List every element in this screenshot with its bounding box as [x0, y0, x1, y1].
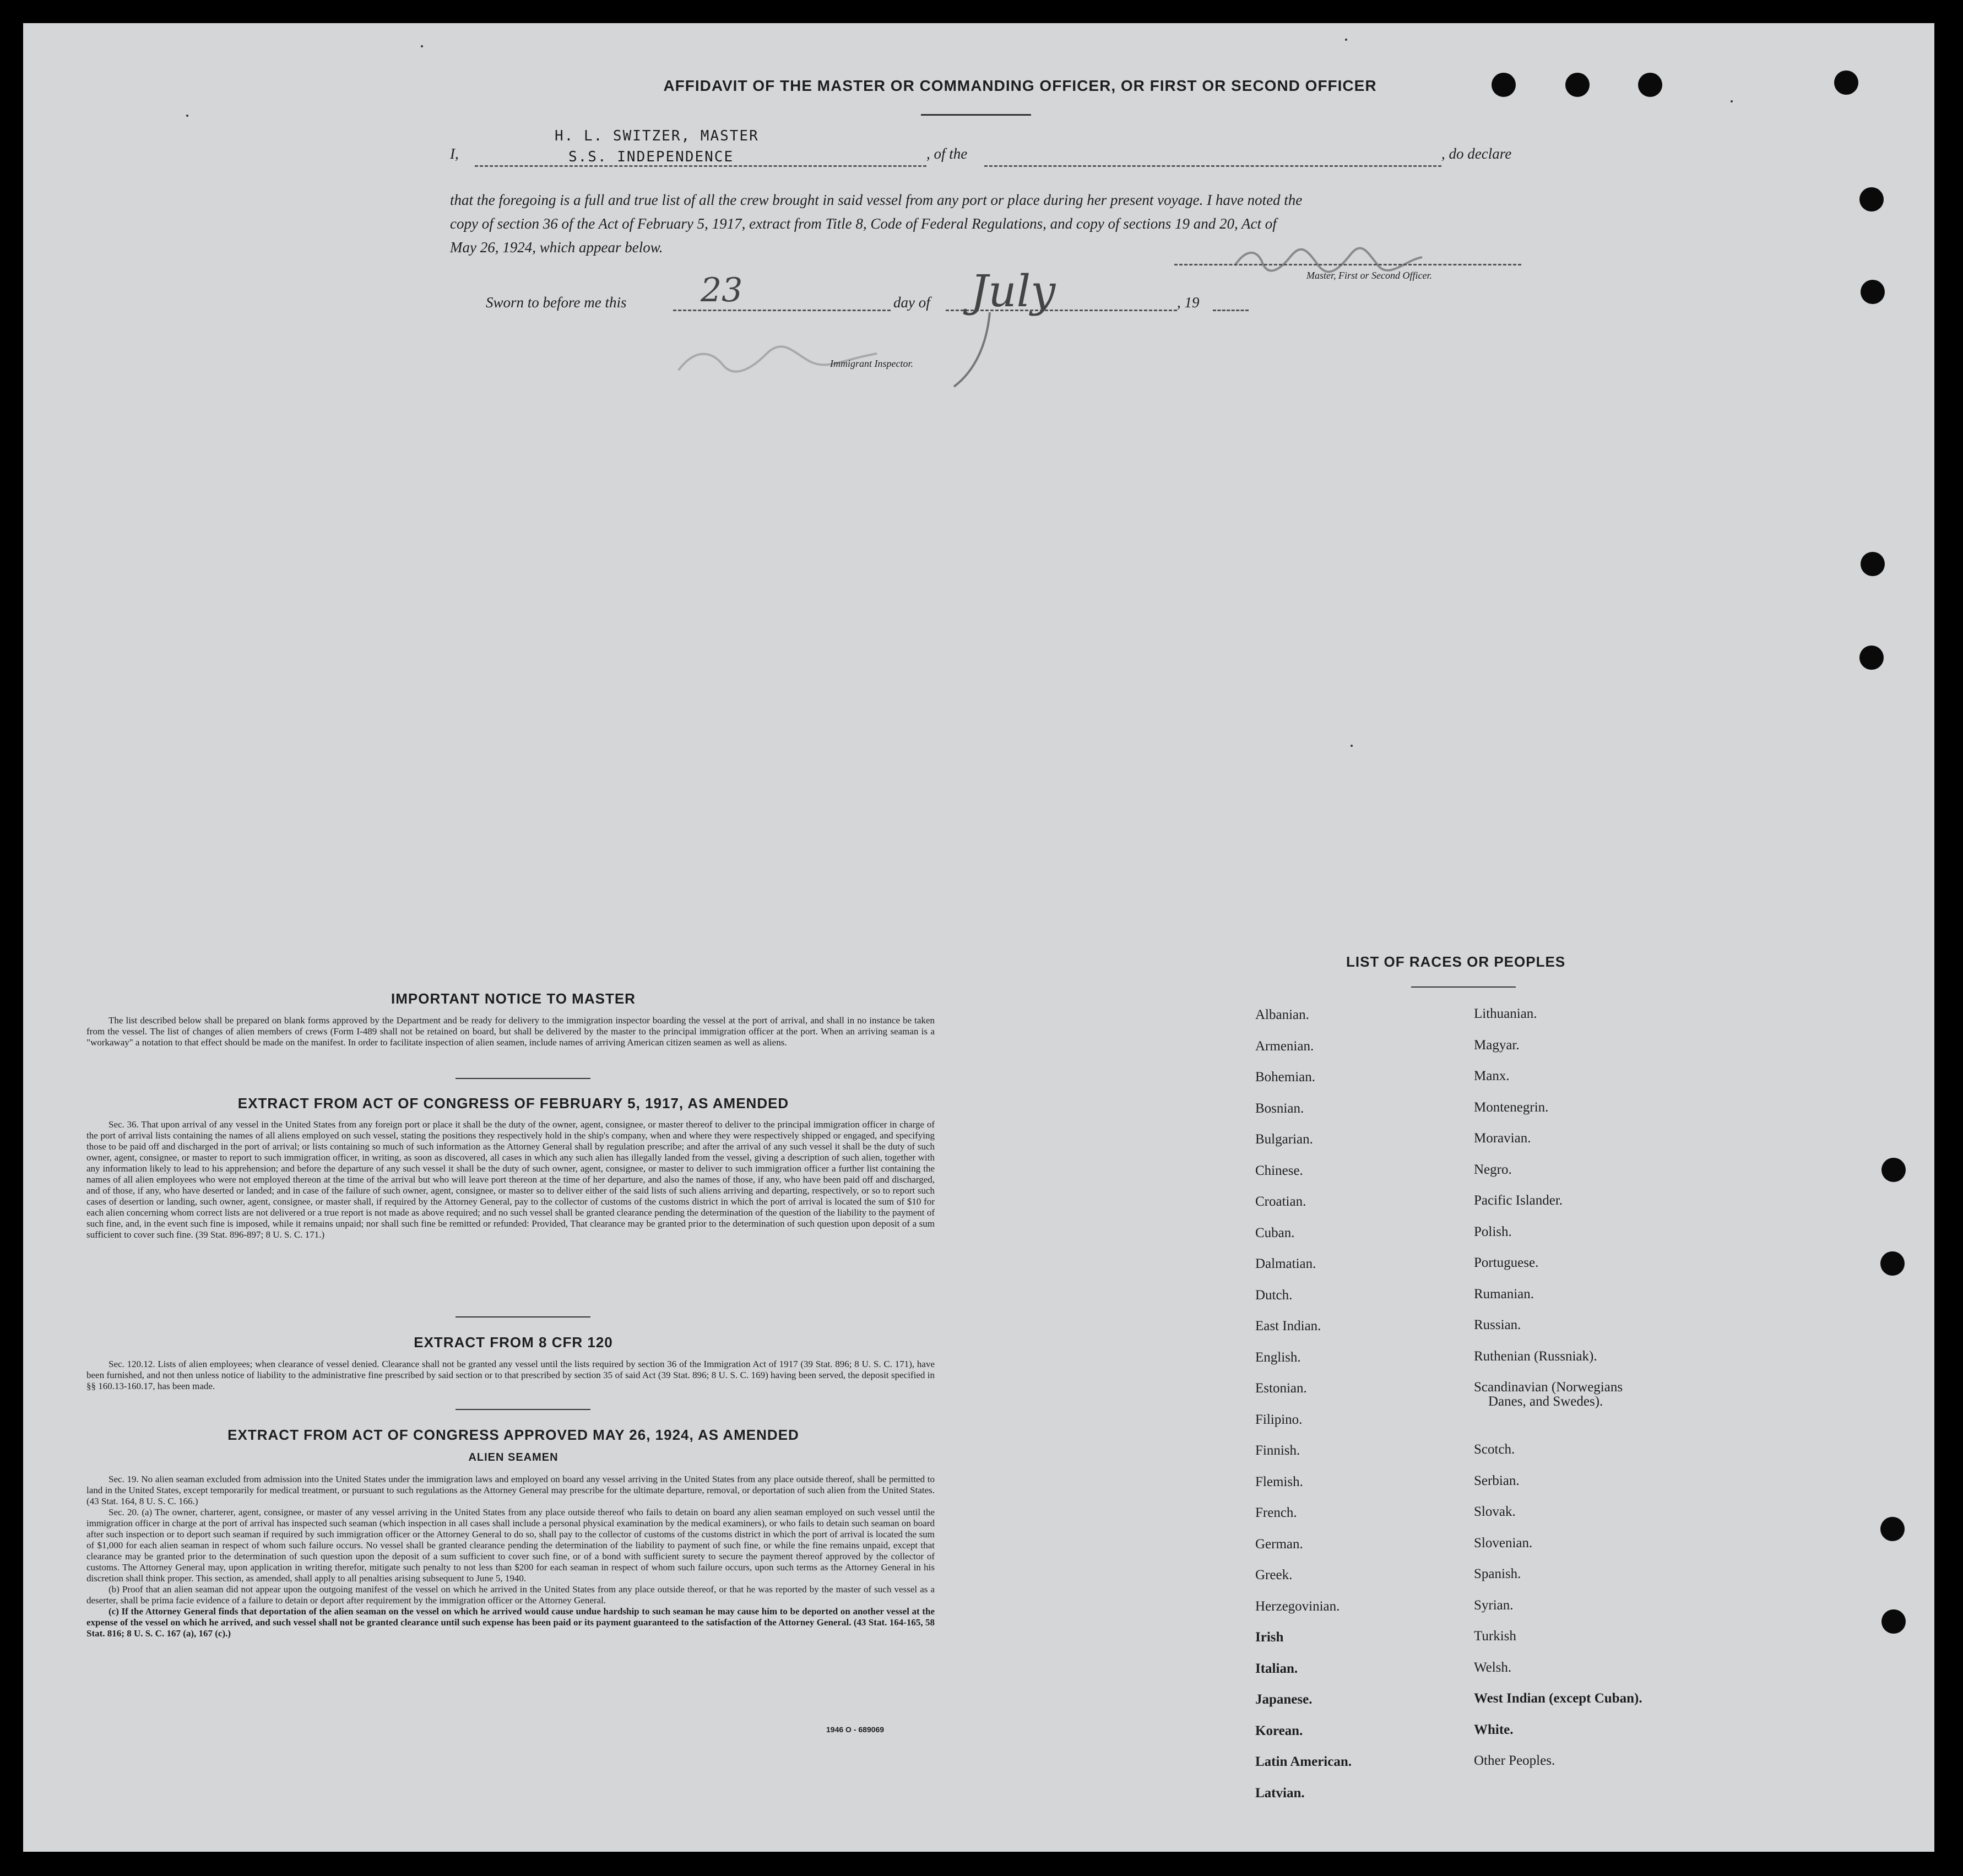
extract-1924-subtitle: ALIEN SEAMEN	[468, 1451, 558, 1463]
extract-1917-text	[86, 1119, 935, 1240]
race-item: Latin American.	[1255, 1754, 1352, 1769]
sec-19-paragraph: Sec. 19. No alien seaman excluded from admission into the United States under the immigration laws and employed on board any vessel arriving in the United States from any place outside thereof, shall be permitted to land in the United States, except temporarily for medical treatment, or pursuant to such regulations as the Attorney General may prescribe for the ultimate departure, removal, or deportation of such alien from the United States. (43 Stat. 164, 8 U. S. C. 166.)	[86, 1474, 935, 1506]
speck	[421, 45, 423, 47]
race-item: Montenegrin.	[1474, 1100, 1549, 1115]
notice-paragraph: The list described below shall be prepared on blank forms approved by the Department and be ready for delivery to the immigration inspector boarding the vessel at the port of arrival, and shall in no instance be taken from the vessel. The list of changes of alien members of crews (Form I-489 shall not be retained on board, but shall be delivered by the master to the principal immigration officer at the port. When an arriving seaman is a "workaway" a notation to that effect should be made on the manifest. In order to facilitate inspection of alien seamen, include names of arriving American citizen seamen as well as aliens.	[86, 1015, 935, 1048]
typed-vessel-name: S.S. INDEPENDENCE	[568, 149, 734, 165]
notice-title: IMPORTANT NOTICE TO MASTER	[391, 990, 636, 1007]
race-item: Slovenian.	[1474, 1536, 1533, 1550]
race-item: Korean.	[1255, 1723, 1303, 1738]
punch-hole	[1859, 187, 1884, 212]
race-item: English.	[1255, 1350, 1301, 1365]
race-item: Scandinavian (Norwegians	[1474, 1380, 1623, 1395]
race-item: Irish	[1255, 1630, 1284, 1645]
handwritten-day: 23	[701, 271, 743, 310]
handwritten-month: July	[970, 265, 1056, 317]
race-item: Chinese.	[1255, 1163, 1303, 1178]
race-item: Slovak.	[1474, 1504, 1516, 1519]
race-item: Cuban.	[1255, 1226, 1295, 1240]
extract-1924-text	[86, 1474, 935, 1639]
race-item: Finnish.	[1255, 1443, 1300, 1458]
race-item: Lithuanian.	[1474, 1006, 1537, 1021]
race-item: Portuguese.	[1474, 1255, 1539, 1270]
punch-hole	[1881, 1158, 1906, 1182]
year-label: , 19	[1177, 294, 1200, 311]
label-i: I,	[450, 145, 459, 162]
race-item: Negro.	[1474, 1162, 1512, 1177]
extract-1924-title: EXTRACT FROM ACT OF CONGRESS APPROVED MAY 26, 1924, AS AMENDED	[227, 1427, 799, 1443]
sec-20b-paragraph: (b) Proof that an alien seaman did not appear upon the outgoing manifest of the vessel on which he arrived in the United States from any place outside thereof, or that he was reported by the master of such vessel as a deserter, shall be prima facie evidence of a failure to detain or deport after requirement by the immigration officer or the Attorney General.	[86, 1584, 935, 1606]
race-item: Armenian.	[1255, 1039, 1314, 1054]
master-signature-line	[1174, 264, 1521, 265]
race-item: Polish.	[1474, 1224, 1512, 1239]
race-item: French.	[1255, 1505, 1297, 1520]
speck	[1731, 100, 1733, 102]
affidavit-line-2: that the foregoing is a full and true list of all the crew brought in said vessel from any port or place during her present voyage. I have noted the	[450, 192, 1303, 208]
punch-hole	[1881, 1609, 1906, 1634]
race-item: Herzegovinian.	[1255, 1599, 1340, 1614]
extract-cfr-text	[86, 1359, 935, 1392]
race-item: Russian.	[1474, 1317, 1521, 1332]
race-item: Estonian.	[1255, 1381, 1307, 1396]
race-item: White.	[1474, 1722, 1514, 1737]
race-item: Albanian.	[1255, 1007, 1309, 1022]
race-item: Ruthenian (Russniak).	[1474, 1349, 1597, 1364]
affidavit-line-4: May 26, 1924, which appear below.	[450, 239, 663, 256]
race-item: German.	[1255, 1537, 1303, 1552]
punch-hole	[1565, 73, 1590, 97]
typed-master-name: H. L. SWITZER, MASTER	[555, 128, 759, 144]
race-item: Moravian.	[1474, 1131, 1531, 1146]
extract-1917-paragraph: Sec. 36. That upon arrival of any vessel in the United States from any foreign port or place it shall be the duty of the owner, agent, consignee, or master thereof to deliver to the principal immigration officer in charge of the port of arrival lists containing the names of all aliens employed on such vessel, stating the positions they respectively hold in the ship's company, when and where they were respectively shipped or engaged, and specifying those to be paid off and discharged in the port of arrival; or lists containing so much of such information as the Attorney General shall by regulation prescribe; and after the arrival of any such vessel it shall be the duty of such owner, agent, consignee, or master to report to such immigration officer, in writing, as soon as discovered, all cases in which any such alien has illegally landed from the vessel, giving a description of such alien, together with any information likely to lead to his apprehension; and before the departure of any such vessel it shall be the duty of such owner, agent, consignee, or master to deliver to such immigration officer a further list containing the names of all alien employees who were not employed thereon at the time of the arrival but who will leave port thereon at the time of her departure, and also the names of those, if any, who have been paid off and discharged, and of those, if any, who have deserted or landed; and in case of the failure of such owner, agent, consignee, or master so to deliver either of the said lists of such aliens arriving and departing, respectively, or so to report such cases of desertion or landing, such owner, agent, consignee, or master shall, if required by the Attorney General, pay to the collector of customs of the customs district in which the port of arrival is located the sum of $10 for each alien concerning whom correct lists are not delivered or a true report is not made as above required; and no such vessel shall be granted clearance pending the determination of the question of the liability to the payment of such fine, and, in the event such fine is imposed, while it remains unpaid; nor shall such fine be remitted or refunded: Provided, That clearance may be granted prior to the determination of such question upon deposit of a sum sufficient to cover such fine. (39 Stat. 896-897; 8 U. S. C. 171.)	[86, 1119, 935, 1240]
day-line	[673, 310, 891, 311]
print-code: 1946 O - 689069	[826, 1725, 885, 1734]
punch-hole	[1834, 71, 1858, 95]
section-rule	[455, 1078, 590, 1079]
punch-hole	[1861, 280, 1885, 304]
sec-20a-paragraph: Sec. 20. (a) The owner, charterer, agent, consignee, or master of any vessel arriving in the United States from any place outside thereof who fails to detain on board any alien seaman employed on such vessel until the immigration officer in charge at the port of arrival has inspected such seaman (which inspection in all cases shall include a personal physical examination by the medical examiners), or who fails to detain such seaman on board after such inspection or to deport such seaman if required by such immigration officer or the Attorney General to do so, shall pay to the collector of customs of the customs district in which the port of arrival is located the sum of $1,000 for each alien seaman in respect of whom such failure occurs. No vessel shall be granted clearance pending the determination of the liability to payment of such fine, or while the fine remains unpaid, except that clearance may be granted prior to the determination of such question upon the deposit of a sum sufficient to cover such fine, or of a bond with sufficient surety to secure the payment thereof approved by the collector of customs. The Attorney General may, upon application in writing therefor, mitigate such penalty to not less than $200 for each seaman in respect of whom such failure occurs, upon such terms as the Attorney General in his discretion shall think proper. This section, as amended, shall apply to all penalties arising subsequent to June 5, 1940.	[86, 1507, 935, 1584]
label-do-declare: , do declare	[1441, 145, 1512, 162]
punch-hole	[1880, 1517, 1905, 1541]
day-of-label: day of	[893, 294, 930, 311]
master-caption: Master, First or Second Officer.	[1306, 270, 1432, 281]
races-title: LIST OF RACES OR PEOPLES	[1346, 953, 1566, 970]
race-item: Dalmatian.	[1255, 1256, 1316, 1271]
label-of-the: , of the	[926, 145, 968, 162]
speck	[186, 115, 188, 117]
race-item: Bosnian.	[1255, 1101, 1304, 1116]
race-item: Welsh.	[1474, 1660, 1512, 1675]
race-item: East Indian.	[1255, 1319, 1321, 1333]
affidavit-title: AFFIDAVIT OF THE MASTER OR COMMANDING OFFICER, OR FIRST OR SECOND OFFICER	[663, 77, 1377, 94]
race-item: Manx.	[1474, 1069, 1510, 1083]
race-item: Pacific Islander.	[1474, 1193, 1563, 1208]
punch-hole	[1638, 73, 1662, 97]
race-item: Croatian.	[1255, 1194, 1306, 1209]
race-item: Serbian.	[1474, 1473, 1520, 1488]
race-item: Bulgarian.	[1255, 1132, 1313, 1147]
race-item: Spanish.	[1474, 1566, 1521, 1581]
title-rule	[921, 114, 1031, 116]
race-item: Other Peoples.	[1474, 1753, 1555, 1768]
race-item: Bohemian.	[1255, 1070, 1316, 1085]
speck	[1345, 39, 1347, 41]
extract-cfr-title: EXTRACT FROM 8 CFR 120	[414, 1334, 613, 1351]
punch-hole	[1880, 1251, 1905, 1276]
inspector-caption: Immigrant Inspector.	[830, 358, 913, 369]
race-item: Dutch.	[1255, 1288, 1293, 1303]
month-stroke	[937, 310, 1004, 392]
races-title-rule	[1411, 986, 1516, 988]
race-item: Japanese.	[1255, 1692, 1313, 1707]
section-rule	[455, 1316, 590, 1317]
race-item: West Indian (except Cuban).	[1474, 1691, 1642, 1706]
punch-hole	[1492, 73, 1516, 97]
race-item: Rumanian.	[1474, 1287, 1534, 1302]
affidavit-line-3: copy of section 36 of the Act of February 5, 1917, extract from Title 8, Code of Federal Regulations, and copy of sections 19 and 20, Act of	[450, 215, 1277, 232]
name-line	[475, 165, 926, 167]
race-item: Turkish	[1474, 1629, 1516, 1644]
speck	[1351, 745, 1353, 747]
race-item: Flemish.	[1255, 1474, 1303, 1489]
form-page	[23, 23, 1934, 1852]
extract-1917-title: EXTRACT FROM ACT OF CONGRESS OF FEBRUARY 5, 1917, AS AMENDED	[237, 1095, 789, 1111]
race-item: Magyar.	[1474, 1038, 1520, 1053]
year-line	[1213, 310, 1249, 311]
race-item: Filipino.	[1255, 1412, 1303, 1427]
race-item: Greek.	[1255, 1568, 1293, 1582]
race-item: Latvian.	[1255, 1786, 1305, 1801]
notice-text	[86, 1015, 935, 1048]
race-item: Danes, and Swedes).	[1488, 1394, 1603, 1409]
extract-cfr-paragraph: Sec. 120.12. Lists of alien employees; when clearance of vessel denied. Clearance shall not be granted any vessel until the lists required by section 36 of the Immigration Act of 1917 (39 Stat. 896; 8 U. S. C. 171), have been furnished, and not then unless notice of liability to the administrative fine prescribed by said section or to that prescribed by section 35 of said Act (39 Stat. 896; 8 U. S. C. 169) having been served, the deposit specified in §§ 160.13-160.17, has been made.	[86, 1359, 935, 1391]
section-rule	[455, 1409, 590, 1410]
punch-hole	[1859, 646, 1884, 670]
race-item: Scotch.	[1474, 1442, 1515, 1457]
race-item: Syrian.	[1474, 1598, 1514, 1613]
race-item: Italian.	[1255, 1661, 1298, 1676]
vessel-line	[984, 165, 1441, 167]
sworn-label: Sworn to before me this	[486, 294, 627, 311]
punch-hole	[1861, 552, 1885, 576]
sec-20c-paragraph: (c) If the Attorney General finds that deportation of the alien seaman on the vessel on which he arrived would cause undue hardship to such seaman he may cause him to be deported on another vessel at the expense of the vessel on which he arrived, and such vessel shall not be granted clearance until such expense has been paid or its payment guaranteed to the satisfaction of the Attorney General. (43 Stat. 164-165, 58 Stat. 816; 8 U. S. C. 167 (a), 167 (c).)	[86, 1606, 935, 1639]
